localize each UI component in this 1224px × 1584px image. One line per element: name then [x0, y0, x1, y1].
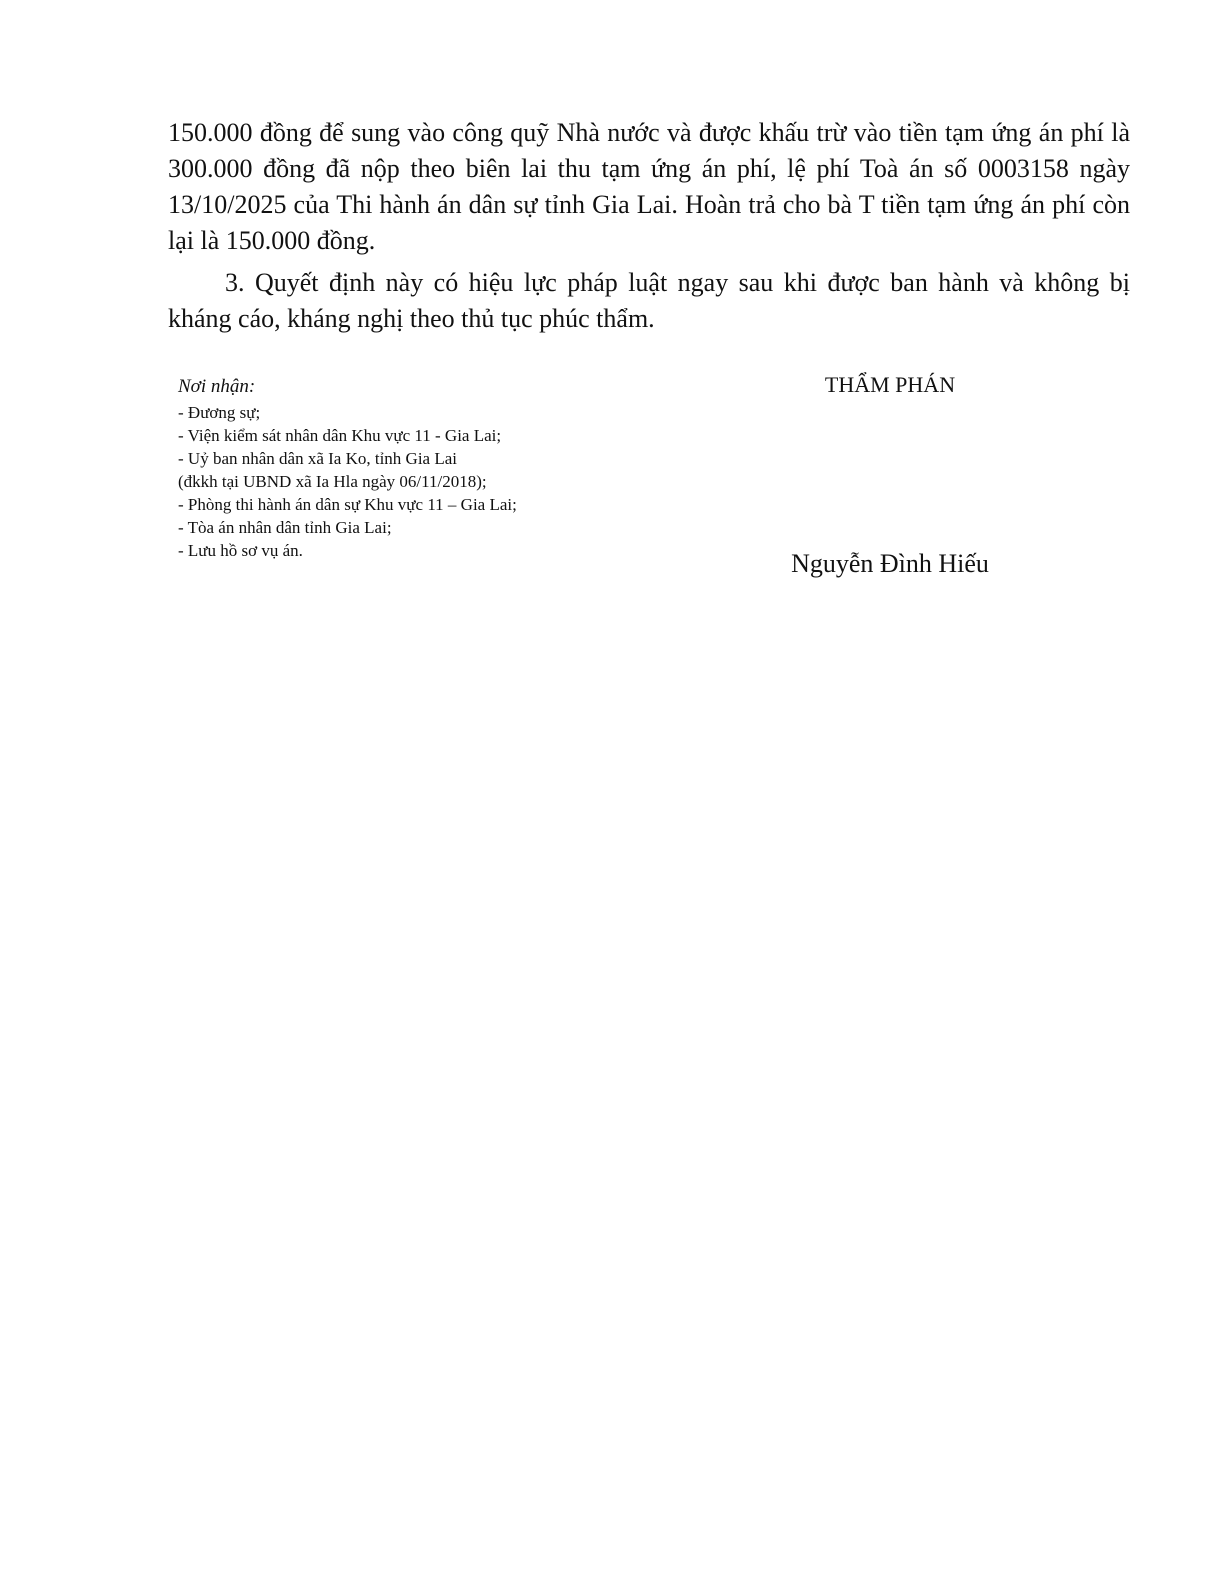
signature-block — [760, 370, 1020, 578]
effect-paragraph: 3. Quyết định này có hiệu lực pháp luật ngay sau khi được ban hành và không bị kháng cáo, kháng nghị theo thủ tục phúc thẩm. — [168, 268, 1130, 333]
recipient-item: - Đương sự; — [178, 403, 261, 422]
recipients-title: Nơi nhận: — [178, 376, 256, 397]
signer-title: THẨM PHÁN — [824, 372, 956, 397]
recipient-item: - Viện kiểm sát nhân dân Khu vực 11 - Gia Lai; — [178, 426, 502, 445]
recipients-list — [178, 401, 618, 562]
recipient-item: - Lưu hồ sơ vụ án. — [178, 541, 303, 560]
recipient-item: - Tòa án nhân dân tỉnh Gia Lai; — [178, 518, 392, 537]
recipient-item: (đkkh tại UBND xã Ia Hla ngày 06/11/2018); — [178, 472, 487, 491]
fee-paragraph: 150.000 đồng để sung vào công quỹ Nhà nước và được khấu trừ vào tiền tạm ứng án phí là 300.000 đồng đã nộp theo biên lai thu tạm ứng án phí, lệ phí Toà án số 0003158 ngày 13/10/2025 của Thi hành án dân sự tỉnh Gia Lai. Hoàn trả cho bà T tiền tạm ứng án phí còn lại là 150.000 đồng. — [168, 118, 1130, 255]
recipient-item: - Uỷ ban nhân dân xã Ia Ko, tỉnh Gia Lai — [178, 449, 457, 468]
recipients-block — [178, 374, 618, 562]
recipient-item: - Phòng thi hành án dân sự Khu vực 11 – Gia Lai; — [178, 495, 517, 514]
signer-name: Nguyễn Đình Hiếu — [791, 549, 989, 578]
decision-body — [168, 115, 1130, 337]
